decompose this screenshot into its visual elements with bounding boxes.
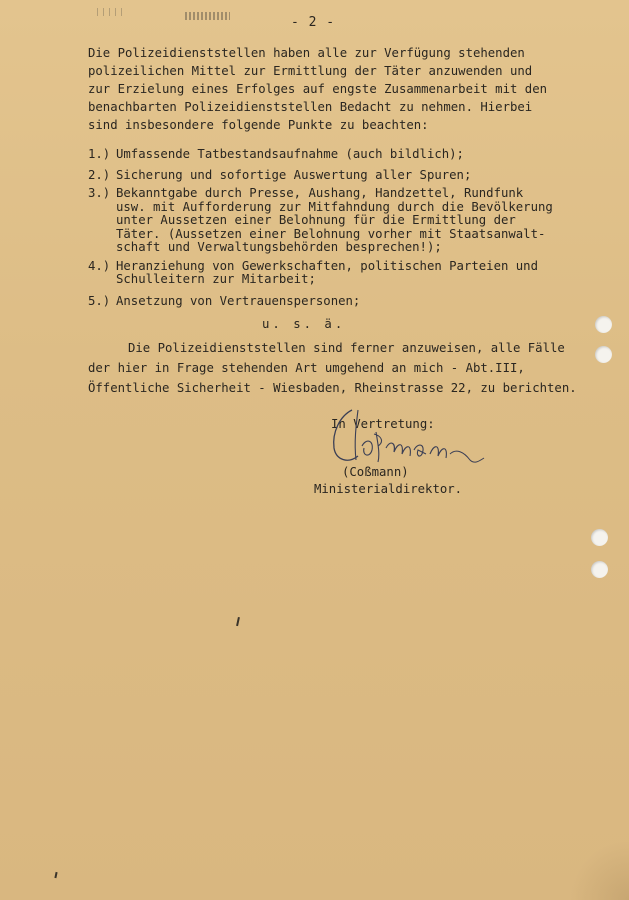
stray-ink-mark [236,617,239,626]
intro-line: polizeilichen Mittel zur Ermittlung der Täter anzuwenden und [88,64,533,78]
intro-line: Die Polizeidienststellen haben alle zur Verfügung stehenden [88,46,525,60]
punch-hole [591,561,608,578]
signer-name: (Coßmann) [342,465,409,479]
intro-paragraph [88,44,547,134]
list-item-number: 1.) [88,147,111,161]
closing-paragraph [88,338,577,398]
list-item-line: Ansetzung von Vertrauenspersonen; [116,293,361,308]
intro-line: benachbarten Polizeidienststellen Bedacht zu nehmen. Hierbei [88,100,533,114]
list-item-line: Umfassende Tatbestandsaufnahme (auch bildlich); [116,147,464,161]
closing-line: Öffentliche Sicherheit - Wiesbaden, Rheinstrasse 22, zu berichten. [88,381,577,395]
list-item-number: 4.) [88,258,111,273]
list-item-line: Sicherung und sofortige Auswertung aller Spuren; [116,168,472,182]
signer-title: Ministerialdirektor. [314,482,463,496]
closing-line: der hier in Frage stehenden Art umgehend an mich - Abt.III, [88,361,525,375]
list-item-number: 2.) [88,168,111,182]
punch-hole [595,316,612,333]
list-item-line: schaft und Verwaltungsbehörden besprechen!); [116,240,442,254]
list-item [88,292,553,310]
on-behalf-label: In Vertretung: [331,417,435,431]
closing-line: Die Polizeidienststellen sind ferner anzuweisen, alle Fälle [128,341,565,355]
etc-abbreviation: u. s. ä. [262,317,346,331]
intro-line: zur Erzielung eines Erfolges auf engste Zusammenarbeit mit den [88,82,548,96]
list-item-line: Schulleitern zur Mitarbeit; [116,272,316,286]
list-item-line: Bekanntgabe durch Presse, Aushang, Handzettel, Rundfunk [116,186,524,200]
list-item [88,260,553,287]
list-item-line: unter Aussetzen einer Belohnung für die Ermittlung der [116,213,516,227]
stamp-residue-left [97,8,125,16]
measures-list [88,145,553,313]
list-item [88,187,553,255]
list-item-number: 5.) [88,293,111,308]
page-number: - 2 - [291,15,336,30]
punch-hole [591,529,608,546]
stray-ink-mark [54,872,57,878]
list-item-line: Heranziehung von Gewerkschaften, politischen Parteien und [116,258,538,273]
list-item [88,145,553,163]
intro-line: sind insbesondere folgende Punkte zu beachten: [88,118,429,132]
list-item-number: 3.) [88,186,111,200]
paper-wear [569,840,629,900]
list-item-line: Täter. (Aussetzen einer Belohnung vorher mit Staatsanwalt- [116,226,546,241]
stamp-residue-center [185,12,230,20]
list-item-line: usw. mit Aufforderung zur Mitfahndung durch die Bevölkerung [116,199,553,214]
punch-hole [595,346,612,363]
list-item [88,166,553,184]
